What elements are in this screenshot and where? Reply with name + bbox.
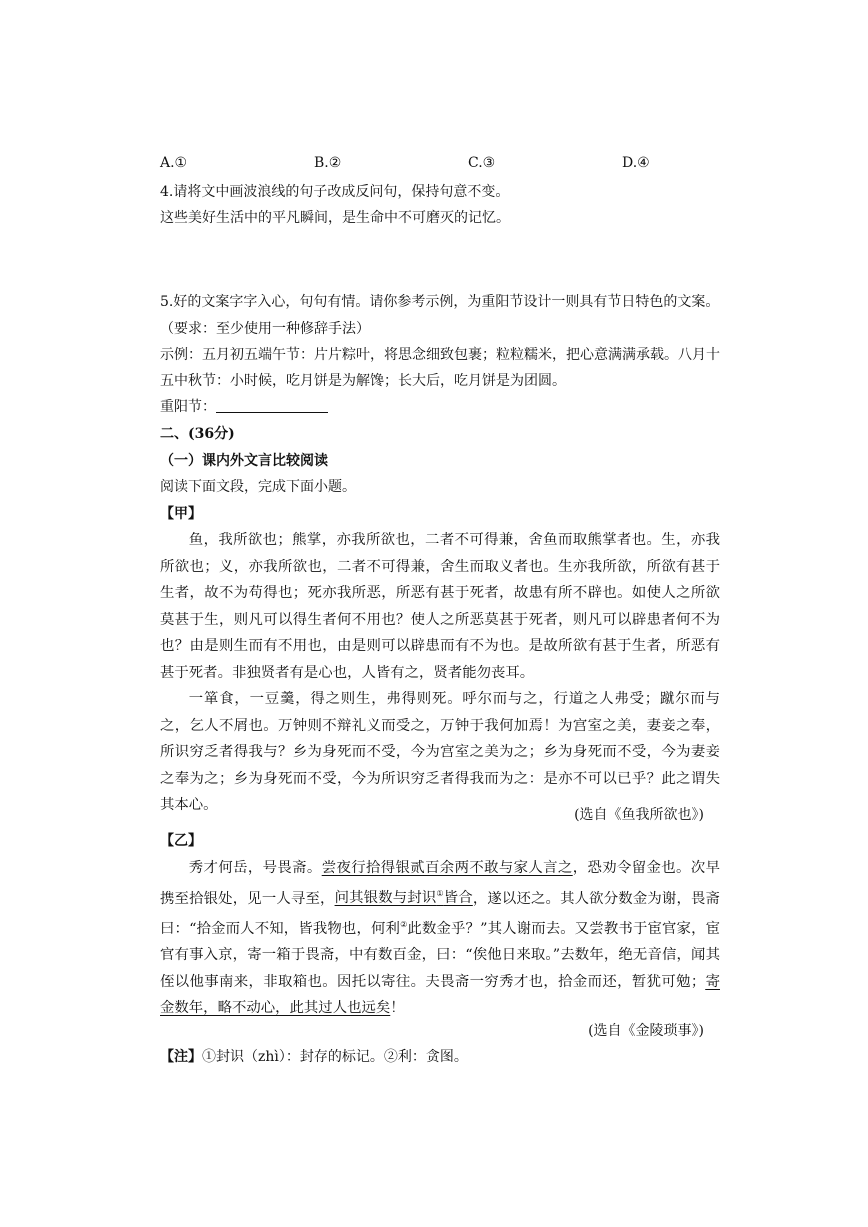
section-heading: 二、(36分): [160, 426, 235, 442]
passage-b-body: [160, 855, 720, 1022]
q5-prompt: 5.好的文案字字入心，句句有情。请你参考示例，为重阳节设计一则具有节日特色的文案。: [160, 294, 720, 310]
passage-b-text: ！: [390, 1000, 405, 1017]
passage-b-paragraph: [160, 855, 720, 1022]
option-d: D.④: [622, 155, 650, 171]
passage-a-paragraph-1: 鱼，我所欲也；熊掌，亦我所欲也，二者不可得兼，舍鱼而取熊掌者也。生，亦我所欲也；义，亦我所欲也，二者不可得兼，舍生而取义者也。生亦我所欲，所欲有甚于生者，故不为苟得也；死亦我所恶，所恶有甚于死者，故患有所不辟也。如使人之所欲莫甚于生，则凡可以得生者何不用也？使人之所恶莫甚于死者，则凡可以辟患者何不为也？由是则生而有不用也，由是则可以辟患而有不为也。是故所欲有甚于生者，所恶有甚于死者。非独贤者有是心也，人皆有之，贤者能勿丧耳。: [160, 532, 720, 681]
underlined-sentence-3: 寄金数年，略不动心，此其过人也远矣: [160, 973, 720, 1017]
q5-answer-line: [160, 396, 328, 416]
passage-b-text: 秀才何岳，号畏斋。: [188, 860, 322, 876]
underlined-text: 皆合: [443, 890, 473, 907]
passage-b-text: ，遂以还之。其人欲分数金为谢，畏斋曰：“拾金而人不知，皆我物也，何利: [160, 890, 720, 937]
q5-example-line2: 五中秋节：小时候，吃月饼是为解馋；长大后，吃月饼是为团圆。: [160, 373, 566, 389]
passage-b-source: (选自《金陵琐事》): [588, 1023, 704, 1039]
passage-b-text: 此数金乎？”其人谢而去。又尝教书于宦官家，宦官有事入京，寄一箱于畏斋，中有数百金，曰：“俟他日来取。”去数年，绝无音信，闻其侄以他事南来，非取箱也。因托以寄往。夫畏斋一穷秀才也，拾金而还，暂犹可勉；: [160, 920, 721, 990]
note: [160, 1046, 468, 1066]
underlined-sentence-1: 尝夜行拾得银贰百余两不敢与家人言之: [321, 860, 573, 876]
passage-b-label: 【乙】: [160, 833, 202, 849]
underlined-sentence-2: [335, 890, 473, 906]
note-text: ①封识（zhì）：封存的标记。②利：贪图。: [202, 1049, 468, 1065]
section-instruction: 阅读下面文段，完成下面小题。: [160, 479, 356, 495]
footnote-marker-1: ①: [436, 889, 444, 899]
footnote-marker-2: ②: [400, 919, 408, 929]
q5-requirement: （要求：至少使用一种修辞手法）: [160, 321, 370, 337]
q4-prompt: 4.请将文中画波浪线的句子改成反问句，保持句意不变。: [160, 184, 510, 200]
passage-a-paragraph-2: 一箪食，一豆羹，得之则生，弗得则死。呼尔而与之，行道之人弗受；蹴尔而与之，乞人不屑也。万钟则不辩礼义而受之，万钟于我何加焉！为宫室之美，妻妾之奉，所识穷乏者得我与？乡为身死而不受，今为宫室之美为之；乡为身死而不受，今为妻妾之奉为之；乡为身死而不受，今为所识穷乏者得我而为之：是亦不可以已乎？此之谓失其本心。: [160, 691, 720, 813]
q5-example-line1: 示例：五月初五端午节：片片粽叶，将思念细致包裹；粒粒糯米，把心意满满承载。八月十: [160, 347, 720, 363]
option-b: B.②: [314, 155, 342, 171]
passage-b-text: ，恐劝令留金也。次早携至拾银处，见一人寻至，: [160, 860, 720, 907]
q4-sentence: 这些美好生活中的平凡瞬间，是生命中不可磨灭的记忆。: [160, 210, 510, 226]
answer-blank[interactable]: [216, 398, 328, 413]
section-sub-heading: （一）课内外文言比较阅读: [160, 453, 328, 469]
passage-a-label: 【甲】: [160, 506, 202, 522]
note-label: 【注】: [160, 1049, 202, 1065]
underlined-text: 问其银数与封识: [334, 890, 437, 907]
option-a: A.①: [160, 155, 188, 171]
option-c: C.③: [468, 155, 496, 171]
passage-a-source: (选自《鱼我所欲也》): [574, 807, 704, 823]
q5-answer-label: 重阳节：: [160, 399, 216, 415]
passage-a-body: [160, 527, 720, 819]
